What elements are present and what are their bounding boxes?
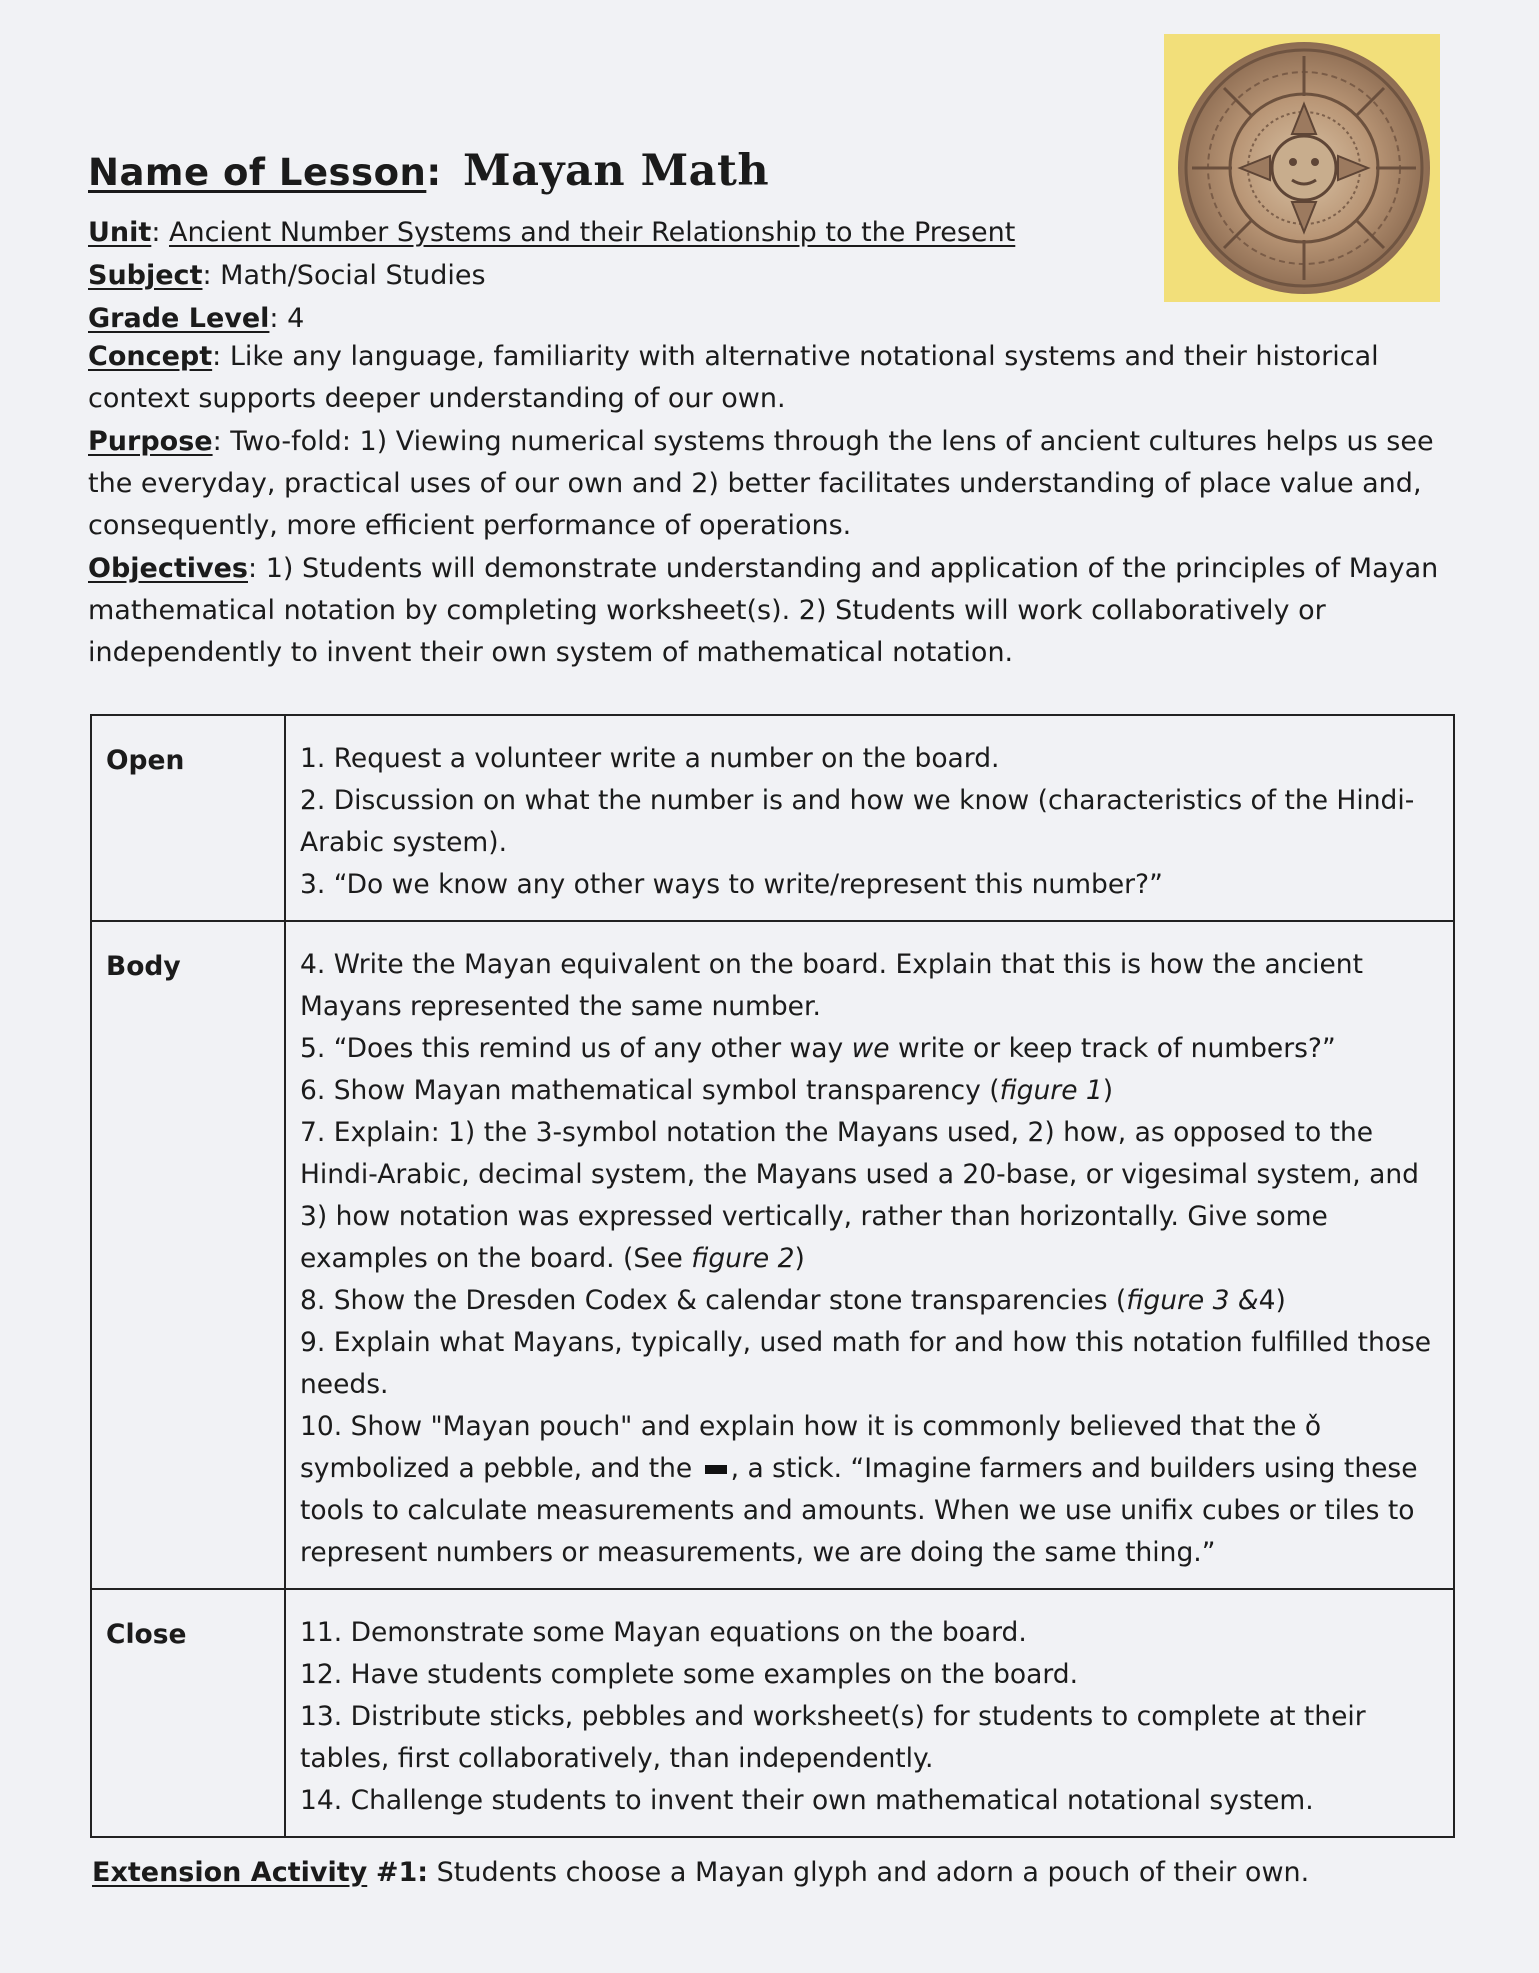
concept-field: Concept: Like any language, familiarity with alternative notational systems and their historical context supports deeper understanding of our own. [88,341,1379,414]
step-5-tail: write or keep track of numbers?” [898,1033,1336,1064]
step-8-figure: figure 3 & [1126,1285,1259,1316]
extension-text: Students choose a Mayan glyph and adorn a pouch of their own. [436,1857,1310,1888]
table-row [91,715,1454,921]
concept-value: Like any language, familiarity with alternative notational systems and their historical context supports deeper understanding of our own. [88,341,1379,414]
grade-label: Grade Level [88,303,270,334]
subject-field: Subject: Math/Social Studies [88,260,486,291]
list-item [300,1070,1443,1112]
step-6-figure: figure 1 [999,1075,1103,1106]
phase-close-steps [285,1589,1454,1837]
list-item: 13. Distribute sticks, pebbles and worksheet(s) for students to complete at their tables, first collaboratively, than independently. [300,1701,1366,1774]
extension-label: Extension Activity [92,1857,368,1888]
list-item: 1. Request a volunteer write a number on the board. [300,743,1000,774]
list-item [300,1280,1443,1322]
objectives-value: 1) Students will demonstrate understanding and application of the principles of Mayan mathematical notation by completing worksheet(s). 2) Students will work collaboratively or independently to invent their own system of mathematical notation. [88,553,1439,668]
step-8-tail: 4) [1258,1285,1286,1316]
list-item [300,1112,1443,1280]
phase-open-steps [285,715,1454,921]
step-10-text: 10. Show "Mayan pouch" and explain how it is commonly believed that the [300,1411,1297,1442]
phase-close-label: Close [91,1589,285,1837]
list-item: 12. Have students complete some examples on the board. [300,1659,1079,1690]
list-item: 11. Demonstrate some Mayan equations on the board. [300,1617,1027,1648]
lesson-name-label: Name of Lesson [88,151,427,194]
list-item [300,1028,1443,1070]
unit-label: Unit [88,217,152,248]
unit-value: Ancient Number Systems and their Relationship to the Present [169,217,1016,248]
list-item: 3. “Do we know any other ways to write/represent this number?” [300,869,1163,900]
phase-body-steps [285,921,1454,1589]
phase-body-label: Body [91,921,285,1589]
objectives-field: Objectives: 1) Students will demonstrate understanding and application of the principles of Mayan mathematical notation by completing worksheet(s). 2) Students will work collaboratively or independently to invent their own system of mathematical notation. [88,553,1439,668]
phase-open-label: Open [91,715,285,921]
unit-field: Unit: Ancient Number Systems and their Relationship to the Present [88,217,1016,248]
subject-label: Subject [88,260,203,291]
stick-symbol-icon [705,1465,727,1474]
step-5-text: 5. “Does this remind us of any other way [300,1033,844,1064]
list-item: 4. Write the Mayan equivalent on the board. Explain that this is how the ancient Mayans represented the same number. [300,949,1363,1022]
purpose-value: Two-fold: 1) Viewing numerical systems through the lens of ancient cultures helps us see the everyday, practical uses of our own and 2) better facilitates understanding of place value and, consequently, more efficient performance of operations. [88,426,1434,541]
step-5-emphasis: we [851,1033,890,1064]
step-7-text: 7. Explain: 1) the 3-symbol notation the Mayans used, 2) how, as opposed to the Hindi-Arabic, decimal system, the Mayans used a 20-base, or vigesimal system, and 3) how notation was expressed vertically, rather than horizontally. Give some examples on the board. (See [300,1117,1419,1274]
step-7-tail: ) [794,1243,805,1274]
step-10-pebble: ǒ symbolized a pebble, and the [300,1411,1322,1484]
list-item: 2. Discussion on what the number is and how we know (characteristics of the Hindi-Arabic system). [300,785,1415,858]
purpose-label: Purpose [88,426,213,457]
step-8-text: 8. Show the Dresden Codex & calendar stone transparencies ( [300,1285,1127,1316]
step-7-figure: figure 2 [691,1243,795,1274]
concept-label: Concept [88,341,213,372]
step-6-text: 6. Show Mayan mathematical symbol transparency ( [300,1075,1000,1106]
table-row [91,921,1454,1589]
extension-activity: Extension Activity #1: Students choose a Mayan glyph and adorn a pouch of their own. [92,1857,1310,1888]
step-6-tail: ) [1102,1075,1114,1106]
lesson-name-value: Mayan Math [463,146,770,196]
subject-value: Math/Social Studies [220,260,486,291]
list-item: 9. Explain what Mayans, typically, used math for and how this notation fulfilled those needs. [300,1327,1432,1400]
table-row [91,1589,1454,1837]
grade-field: Grade Level: 4 [88,303,305,334]
extension-number: #1 [375,1857,418,1888]
step-10-tail: , a stick. “Imagine farmers and builders using these tools to calculate measurements and amounts. When we use unifix cubes or tiles to represent numbers or measurements, we are doing the same thing.” [300,1453,1418,1568]
list-item: 14. Challenge students to invent their own mathematical notational system. [300,1785,1314,1816]
lesson-plan-table [90,714,1455,1838]
list-item [300,1406,1443,1574]
lesson-title: Name of Lesson: Mayan Math [88,146,770,196]
grade-value: 4 [287,303,305,334]
objectives-label: Objectives [88,553,248,584]
purpose-field: Purpose: Two-fold: 1) Viewing numerical systems through the lens of ancient cultures helps us see the everyday, practical uses of our own and 2) better facilitates understanding of place value and, consequently, more efficient performance of operations. [88,426,1434,541]
